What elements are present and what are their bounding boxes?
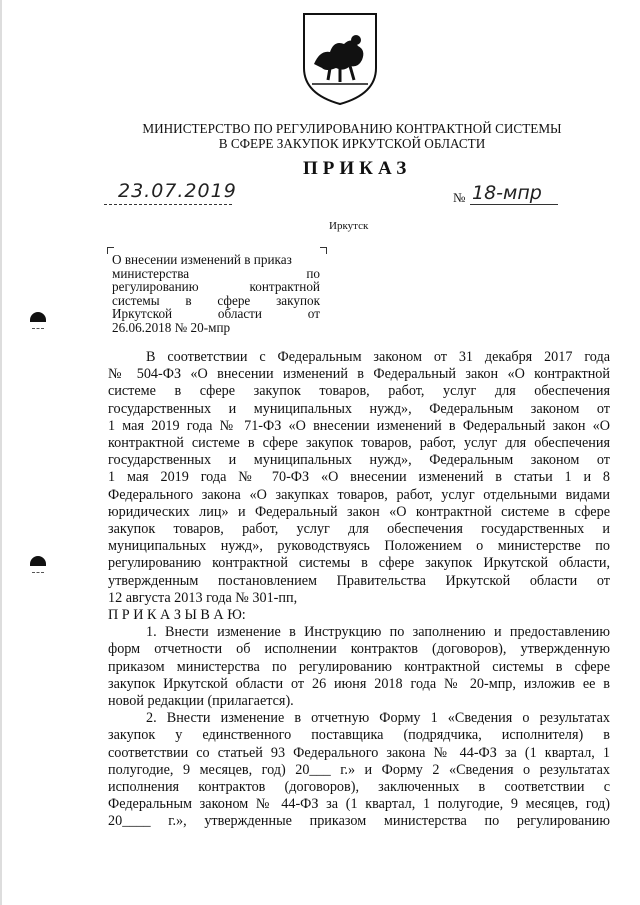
text-line: Федерального закона «О закупках товаров, работ, услуг отдельными видами xyxy=(108,486,610,503)
order-date: 23.07.2019 xyxy=(118,180,237,202)
text-line: 1 мая 2019 года № 70-ФЗ «О внесении изменений в статьи 1 и 8 xyxy=(108,469,610,486)
text-span: В соответствии с Федеральным законом от 31 декабря 2017 года xyxy=(146,349,610,365)
text-line: государственных и муниципальных нужд», Федеральным законом от xyxy=(108,400,610,417)
text-line: закупок товаров, работ, услуг для обеспечения государственных и xyxy=(108,521,610,538)
text-line: 12 августа 2013 года № 301-пп, xyxy=(108,589,298,606)
text-line: юридических лиц» и Федеральный закон «О контрактной системе в сфере xyxy=(108,503,610,520)
subject-line: О внесении изменений в приказ xyxy=(112,252,292,267)
text-line: исполнения контрактов (договоров), заключенных в соответствии с xyxy=(108,779,610,796)
text-line: государственных и муниципальных нужд», Федеральным законом от xyxy=(108,452,610,469)
subject-corner-right xyxy=(320,247,327,254)
text-line: Федеральным законом № 44-ФЗ за (1 квартал, 1 полугодие, 9 месяцев, год) xyxy=(108,796,610,813)
text-line: контрактной системе в сфере закупок товаров, работ, услуг для обеспечения xyxy=(108,435,610,452)
text-line xyxy=(108,349,610,366)
preamble-paragraph xyxy=(108,349,610,831)
order-subject xyxy=(112,253,320,335)
text-line: системе в сфере закупок товаров, работ, услуг для обеспечения xyxy=(108,383,610,400)
subject-line: регулированию контрактной xyxy=(112,279,320,295)
text-line: закупок Иркутской области от 26 июня 2018 года № 20-мпр, изложив ее в xyxy=(108,675,610,692)
text-line: № 504-ФЗ «О внесении изменений в Федеральный закон «О контрактной xyxy=(108,366,610,383)
text-line xyxy=(108,624,610,641)
text-line xyxy=(108,710,610,727)
text-line: соответствии со статьей 93 Федерального закона № 44-ФЗ за (1 квартал, 1 xyxy=(108,744,610,761)
text-line: форм отчетности об исполнении контрактов (договоров), утвержденную xyxy=(108,641,610,658)
coat-of-arms-emblem xyxy=(300,10,380,106)
ministry-name-line1: МИНИСТЕРСТВО ПО РЕГУЛИРОВАНИЮ КОНТРАКТНОЙ СИСТЕМЫ xyxy=(142,121,562,136)
text-line: муниципальных нужд», руководствуясь Положением о министерстве по xyxy=(108,538,610,555)
text-span: 1. Внести изменение в Инструкцию по заполнению и предоставлению xyxy=(146,624,610,641)
ministry-name-line2: В СФЕРЕ ЗАКУПОК ИРКУТСКОЙ ОБЛАСТИ xyxy=(218,136,486,151)
binder-hole-shadow xyxy=(32,568,44,573)
text-line: утвержденным постановлением Правительства Иркутской области от xyxy=(108,572,610,589)
text-line: новой редакции (прилагается). xyxy=(108,693,294,710)
order-word: П Р И К А З Ы В А Ю: xyxy=(108,607,246,624)
binder-hole-mark xyxy=(30,556,46,566)
text-span: 2. Внести изменение в отчетную Форму 1 «Сведения о результатах xyxy=(146,710,610,727)
order-number: 18-мпр xyxy=(472,182,542,204)
number-underline xyxy=(470,204,558,205)
subject-line: системы в сфере закупок xyxy=(112,292,320,308)
number-label: № xyxy=(453,190,466,205)
text-line: 1 мая 2019 года № 71-ФЗ «О внесении изменений в Федеральный закон «О xyxy=(108,417,610,434)
text-line: закупок у единственного поставщика (подрядчика, исполнителя) в xyxy=(108,727,610,744)
text-line: полугодие, 9 месяцев, год) 20___ г.» и Форму 2 «Сведения о результатах xyxy=(108,761,610,778)
subject-line: министерства по xyxy=(112,265,320,281)
page-binding-edge xyxy=(0,0,2,905)
text-line: приказом министерства по регулированию контрактной системы в сфере xyxy=(108,658,610,675)
city-name: Иркутск xyxy=(329,220,369,232)
binder-hole-mark xyxy=(30,312,46,322)
text-line: регулированию контрактной системы в сфере закупок Иркутской области, xyxy=(108,555,610,572)
subject-line: 26.06.2018 № 20-мпр xyxy=(112,319,231,335)
document-type-title: ПРИКАЗ xyxy=(303,158,412,179)
binder-hole-shadow xyxy=(32,324,44,329)
date-underline xyxy=(104,204,232,205)
text-line: 20____ г.», утвержденные приказом министерства по регулированию xyxy=(108,813,610,830)
subject-line: Иркутской области от xyxy=(112,306,320,322)
